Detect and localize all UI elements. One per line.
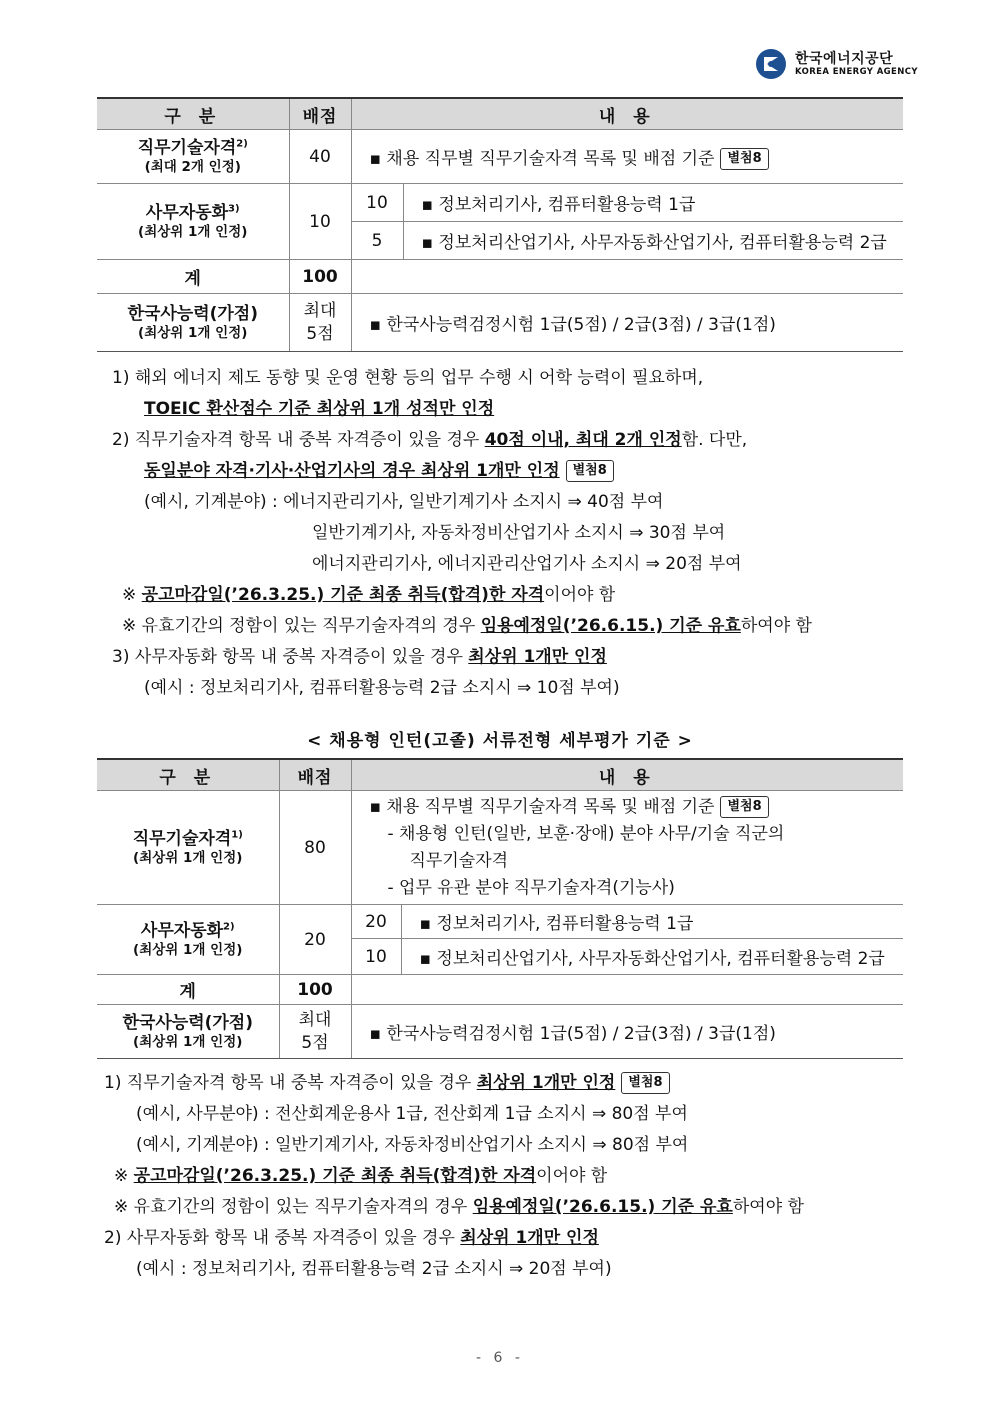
note-line: 3) 사무자동화 항목 내 중복 자격증이 있을 경우 최상위 1개만 인정 [112, 647, 607, 667]
score-line: 최대 [303, 301, 337, 322]
sub-points: 10 [351, 184, 403, 222]
category-main: 한국사능력(가점) [122, 1012, 253, 1033]
category-main: 사무자동화 [140, 920, 224, 941]
header-score: 배점 [289, 98, 351, 130]
row-score: 20 [279, 905, 351, 975]
notes-section-2 [104, 1068, 804, 1285]
category-main: 직무기술자격 [137, 137, 237, 158]
category-sub: (최대 2개 인정) [144, 158, 241, 175]
category-sub: (최상위 1개 인정) [138, 223, 248, 240]
score-line: 5점 [306, 323, 334, 344]
notes-section-1 [112, 363, 812, 704]
category-main: 직무기술자격 [132, 828, 232, 849]
content-text: ▪ 채용 직무별 직무기술자격 목록 및 배점 기준 [369, 148, 715, 169]
row-category [97, 130, 289, 184]
evaluation-table-2 [97, 758, 903, 1059]
page-number: - 6 - [476, 1350, 524, 1366]
total-label: 계 [97, 975, 279, 1005]
agency-name-english: KOREA ENERGY AGENCY [795, 67, 918, 77]
total-label: 계 [97, 260, 289, 294]
table-header [97, 759, 903, 791]
content-line: ▪ 채용 직무별 직무기술자격 목록 및 배점 기준 별첨8 [370, 794, 904, 821]
note-line: 2) 사무자동화 항목 내 중복 자격증이 있을 경우 최상위 1개만 인정 [104, 1228, 599, 1248]
note-line: 1) 해외 에너지 제도 동향 및 운영 현황 등의 업무 수행 시 어학 능력이 필요하며, [112, 368, 704, 388]
appendix-badge: 별첨8 [621, 1072, 669, 1094]
note-line: ※ 유효기간의 정함이 있는 직무기술자격의 경우 임용예정일(’26.6.15.) 기준 유효하여야 함 [114, 1197, 804, 1217]
note-line: 동일분야 자격·기사·산업기사의 경우 최상위 1개만 인정 별첨8 [112, 456, 812, 487]
header-category: 구 분 [97, 759, 279, 791]
table-row [97, 260, 903, 294]
note-line: 일반기계기사, 자동차정비산업기사 소지시 ⇒ 30점 부여 [312, 523, 726, 543]
row-score: 80 [279, 791, 351, 905]
table-row [97, 130, 903, 184]
section-caption: < 채용형 인턴(고졸) 서류전형 세부평가 기준 > [307, 731, 693, 751]
note-line: (예시 : 정보처리기사, 컴퓨터활용능력 2급 소지시 ⇒ 20점 부여) [136, 1259, 612, 1279]
total-content [351, 975, 903, 1005]
note-line: ※ 유효기간의 정함이 있는 직무기술자격의 경우 임용예정일(’26.6.15.) 기준 유효하여야 함 [122, 616, 812, 636]
header-content: 내 용 [351, 759, 903, 791]
note-line: TOEIC 환산점수 기준 최상위 1개 성적만 인정 [144, 399, 495, 419]
score-line: 5점 [301, 1032, 329, 1053]
agency-name: 한국에너지공단 [795, 51, 894, 67]
agency-logo-icon [755, 48, 787, 80]
sub-content: ▪ 정보처리산업기사, 사무자동화산업기사, 컴퓨터활용능력 2급 [401, 939, 903, 975]
table-row [97, 975, 903, 1005]
appendix-badge: 별첨8 [720, 796, 768, 818]
row-content [351, 130, 903, 184]
sub-content: ▪ 정보처리기사, 컴퓨터활용능력 1급 [401, 905, 903, 939]
row-category [97, 294, 289, 352]
note-line: ※ 공고마감일(’26.3.25.) 기준 최종 취득(합격)한 자격이어야 함 [114, 1166, 608, 1186]
header-category: 구 분 [97, 98, 289, 130]
table-row [97, 905, 903, 939]
agency-logo [755, 46, 918, 82]
row-score: 40 [289, 130, 351, 184]
note-line: (예시, 기계분야) : 일반기계기사, 자동차정비산업기사 소지시 ⇒ 80점 부여 [136, 1135, 689, 1155]
table-header [97, 98, 903, 130]
note-line: ※ 공고마감일(’26.3.25.) 기준 최종 취득(합격)한 자격이어야 함 [122, 585, 616, 605]
sub-points: 5 [351, 222, 403, 260]
category-sub: (최상위 1개 인정) [133, 941, 243, 958]
footnote-mark: 2) [236, 138, 248, 150]
table-row [97, 294, 903, 352]
category-main: 한국사능력(가점) [127, 303, 258, 324]
total-score: 100 [279, 975, 351, 1005]
row-score [279, 1005, 351, 1059]
row-content [351, 791, 903, 905]
row-score: 10 [289, 184, 351, 260]
category-sub: (최상위 1개 인정) [133, 1033, 243, 1050]
row-category [97, 184, 289, 260]
category-sub: (최상위 1개 인정) [138, 324, 248, 341]
row-score [289, 294, 351, 352]
note-line: (예시, 기계분야) : 에너지관리기사, 일반기계기사 소지시 ⇒ 40점 부여 [144, 492, 664, 512]
row-category [97, 905, 279, 975]
note-line: (예시 : 정보처리기사, 컴퓨터활용능력 2급 소지시 ⇒ 10점 부여) [144, 678, 620, 698]
footnote-mark: 1) [231, 829, 243, 841]
appendix-badge: 별첨8 [566, 460, 614, 482]
content-line: - 채용형 인턴(일반, 보훈·장애) 분야 사무/기술 직군의 [387, 823, 785, 844]
table-row [97, 1005, 903, 1059]
footnote-mark: 2) [223, 921, 235, 933]
appendix-badge: 별첨8 [720, 148, 768, 170]
row-category [97, 791, 279, 905]
sub-points: 10 [351, 939, 401, 975]
footnote-mark: 3) [228, 203, 240, 215]
sub-content: ▪ 정보처리기사, 컴퓨터활용능력 1급 [403, 184, 903, 222]
category-main: 사무자동화 [145, 202, 229, 223]
category-sub: (최상위 1개 인정) [133, 849, 243, 866]
sub-content: ▪ 정보처리산업기사, 사무자동화산업기사, 컴퓨터활용능력 2급 [403, 222, 903, 260]
row-content: ▪ 한국사능력검정시험 1급(5점) / 2급(3점) / 3급(1점) [351, 1005, 903, 1059]
score-line: 최대 [298, 1010, 332, 1031]
total-score: 100 [289, 260, 351, 294]
header-score: 배점 [279, 759, 351, 791]
header-content: 내 용 [351, 98, 903, 130]
sub-points: 20 [351, 905, 401, 939]
table-row [97, 184, 903, 222]
evaluation-table-1 [97, 97, 903, 352]
note-line: 에너지관리기사, 에너지관리산업기사 소지시 ⇒ 20점 부여 [312, 554, 742, 574]
total-content [351, 260, 903, 294]
row-content: ▪ 한국사능력검정시험 1급(5점) / 2급(3점) / 3급(1점) [351, 294, 903, 352]
row-category [97, 1005, 279, 1059]
content-line: - 업무 유관 분야 직무기술자격(기능사) [387, 877, 675, 898]
note-line: (예시, 사무분야) : 전산회계운용사 1급, 전산회계 1급 소지시 ⇒ 80점 부여 [136, 1104, 688, 1124]
table-row [97, 791, 903, 905]
note-line: 1) 직무기술자격 항목 내 중복 자격증이 있을 경우 최상위 1개만 인정 별첨8 [104, 1068, 804, 1099]
content-line: 직무기술자격 [409, 850, 509, 871]
note-line: 2) 직무기술자격 항목 내 중복 자격증이 있을 경우 40점 이내, 최대 2개 인정함. 다만, [112, 430, 748, 450]
